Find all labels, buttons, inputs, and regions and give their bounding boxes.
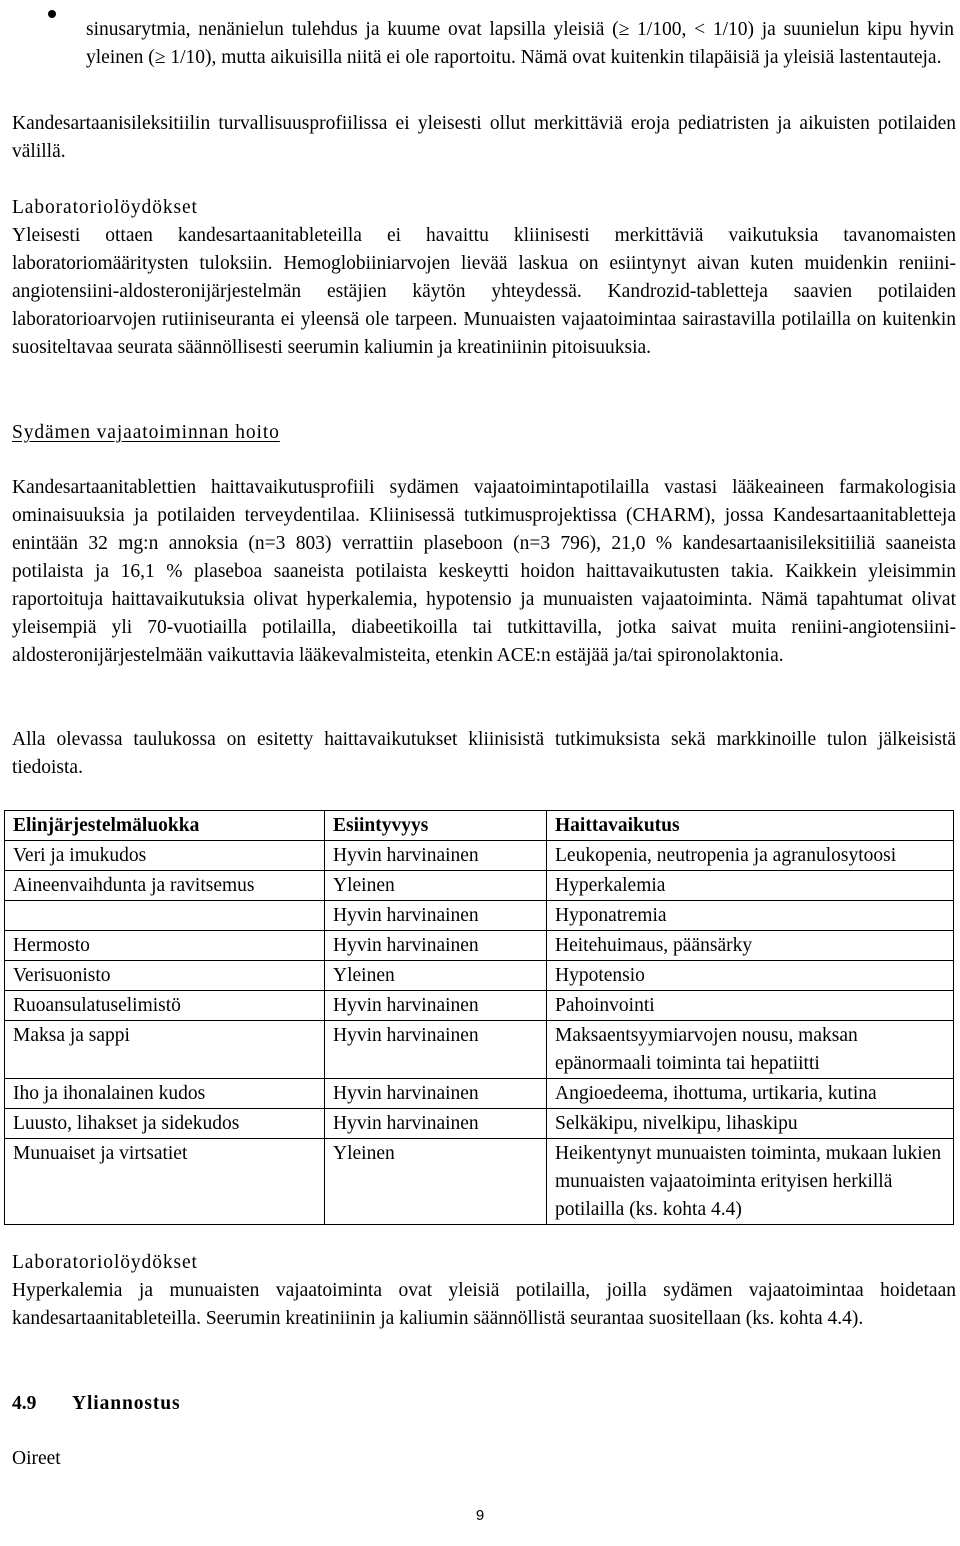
table-header-row	[5, 811, 954, 841]
organ-class-cell: Veri ja imukudos	[5, 841, 325, 871]
adverse-reaction-cell: Hypotensio	[547, 961, 954, 991]
adverse-reaction-cell: Maksaentsyymiarvojen nousu, maksan epänormaali toiminta tai hepatiitti	[547, 1021, 954, 1079]
table-intro-text: Alla olevassa taulukossa on esitetty haittavaikutukset kliinisistä tutkimuksista sekä markkinoille tulon jälkeisistä tiedoista.	[12, 729, 956, 778]
table-row	[5, 991, 954, 1021]
table-row	[5, 1109, 954, 1139]
organ-class-cell: Iho ja ihonalainen kudos	[5, 1079, 325, 1109]
lab-findings-text-2: Hyperkalemia ja munuaisten vajaatoiminta ovat yleisiä potilailla, joilla sydämen vajaatoimintaa hoidetaan kandesartaanitableteilla. Seerumin kreatiniinin ja kaliumin säännöllistä seurantaa suositellaan (ks. kohta 4.4).	[12, 1280, 956, 1329]
table-row	[5, 961, 954, 991]
table-row	[5, 871, 954, 901]
heart-failure-heading: Sydämen vajaatoiminnan hoito	[12, 422, 280, 443]
frequency-cell: Hyvin harvinainen	[325, 1079, 547, 1109]
heart-failure-text: Kandesartaanitablettien haittavaikutusprofiili sydämen vajaatoimintapotilailla vastasi lääkeaineen farmakologisia ominaisuuksia ja potilaiden terveydentilaa. Kliinisessä tutkimusprojektissa (CHARM), jossa Kandesartaanitabletteja enintään 32 mg:n annoksia (n=3 803) verrattiin plaseboon (n=3 796), 21,0 % kandesartaanisileksitiiliä saaneista potilaista ja 16,1 % plaseboa saaneista potilaista keskeytti hoidon haittavaikutusten takia. Kaikkein yleisimmin raportoituja haittavaikutuksia olivat hyperkalemia, hypotensio ja munuaisten vajaatoiminta. Nämä tapahtumat olivat yleisempiä yli 70-vuotiailla potilailla, diabeetikoilla tai tutkittavilla, jotka saivat muita reniini-angiotensiini-aldosteronijärjestelmään vaikuttavia lääkevalmisteita, etenkin ACE:n estäjää ja/tai spironolaktonia.	[12, 477, 956, 666]
safety-profile-paragraph: Kandesartaanisileksitiilin turvallisuusprofiilissa ei yleisesti ollut merkittäviä eroja pediatristen ja aikuisten potilaiden välillä.	[12, 113, 956, 162]
frequency-cell: Hyvin harvinainen	[325, 931, 547, 961]
table-row	[5, 1021, 954, 1079]
lab-findings-heading-2: Laboratoriolöydökset	[12, 1252, 198, 1273]
page-number: 9	[475, 1507, 485, 1524]
header-adverse-reaction: Haittavaikutus	[547, 811, 954, 841]
organ-class-cell: Munuaiset ja virtsatiet	[5, 1139, 325, 1225]
adverse-reaction-cell: Heitehuimaus, päänsärky	[547, 931, 954, 961]
header-frequency: Esiintyvyys	[325, 811, 547, 841]
adverse-reaction-cell: Selkäkipu, nivelkipu, lihaskipu	[547, 1109, 954, 1139]
organ-class-cell	[5, 901, 325, 931]
section-title: Yliannostus	[72, 1393, 181, 1414]
frequency-cell: Yleinen	[325, 871, 547, 901]
frequency-cell: Hyvin harvinainen	[325, 1021, 547, 1079]
table-row	[5, 1079, 954, 1109]
table-row	[5, 1139, 954, 1225]
organ-class-cell: Aineenvaihdunta ja ravitsemus	[5, 871, 325, 901]
table-row	[5, 841, 954, 871]
lab-findings-text: Yleisesti ottaen kandesartaanitableteilla ei havaittu kliinisesti merkittäviä vaikutuksia tavanomaisten laboratoriomääritysten tuloksiin. Hemoglobiiniarvojen lievää laskua on esiintynyt aivan kuten muidenkin reniini-angiotensiini-aldosteronijärjestelmän estäjien käytön yhteydessä. Kandrozid-tabletteja saavien potilaiden laboratorioarvojen rutiiniseuranta ei yleensä ole tarpeen. Munuaisten vajaatoimintaa sairastavilla potilailla on kuitenkin suositeltavaa seurata säännöllisesti seerumin kaliumin ja kreatiniinin pitoisuuksia.	[12, 225, 956, 358]
frequency-cell: Yleinen	[325, 961, 547, 991]
organ-class-cell: Luusto, lihakset ja sidekudos	[5, 1109, 325, 1139]
organ-class-cell: Hermosto	[5, 931, 325, 961]
adverse-reaction-cell: Hyponatremia	[547, 901, 954, 931]
adverse-reaction-cell: Heikentynyt munuaisten toiminta, mukaan lukien munuaisten vajaatoiminta erityisen herkillä potilailla (ks. kohta 4.4)	[547, 1139, 954, 1225]
bullet-point	[48, 10, 56, 18]
table-row	[5, 931, 954, 961]
adverse-reaction-cell: Hyperkalemia	[547, 871, 954, 901]
lab-findings-heading: Laboratoriolöydökset	[12, 197, 198, 218]
adverse-reaction-cell: Pahoinvointi	[547, 991, 954, 1021]
frequency-cell: Hyvin harvinainen	[325, 841, 547, 871]
header-organ-class: Elinjärjestelmäluokka	[5, 811, 325, 841]
section-number: 4.9	[12, 1393, 37, 1414]
adverse-reaction-cell: Angioedeema, ihottuma, urtikaria, kutina	[547, 1079, 954, 1109]
adverse-reaction-cell: Leukopenia, neutropenia ja agranulosytoosi	[547, 841, 954, 871]
table-row	[5, 901, 954, 931]
bullet-text: sinusarytmia, nenänielun tulehdus ja kuume ovat lapsilla yleisiä (≥ 1/100, < 1/10) ja suunielun kipu hyvin yleinen (≥ 1/10), mutta aikuisilla niitä ei ole raportoitu. Nämä ovat kuitenkin tilapäisiä ja yleisiä lastentauteja.	[86, 18, 954, 68]
frequency-cell: Yleinen	[325, 1139, 547, 1225]
symptoms-subheading: Oireet	[12, 1448, 61, 1469]
organ-class-cell: Maksa ja sappi	[5, 1021, 325, 1079]
frequency-cell: Hyvin harvinainen	[325, 901, 547, 931]
frequency-cell: Hyvin harvinainen	[325, 991, 547, 1021]
adverse-reactions-table	[4, 810, 954, 1225]
organ-class-cell: Ruoansulatuselimistö	[5, 991, 325, 1021]
organ-class-cell: Verisuonisto	[5, 961, 325, 991]
frequency-cell: Hyvin harvinainen	[325, 1109, 547, 1139]
